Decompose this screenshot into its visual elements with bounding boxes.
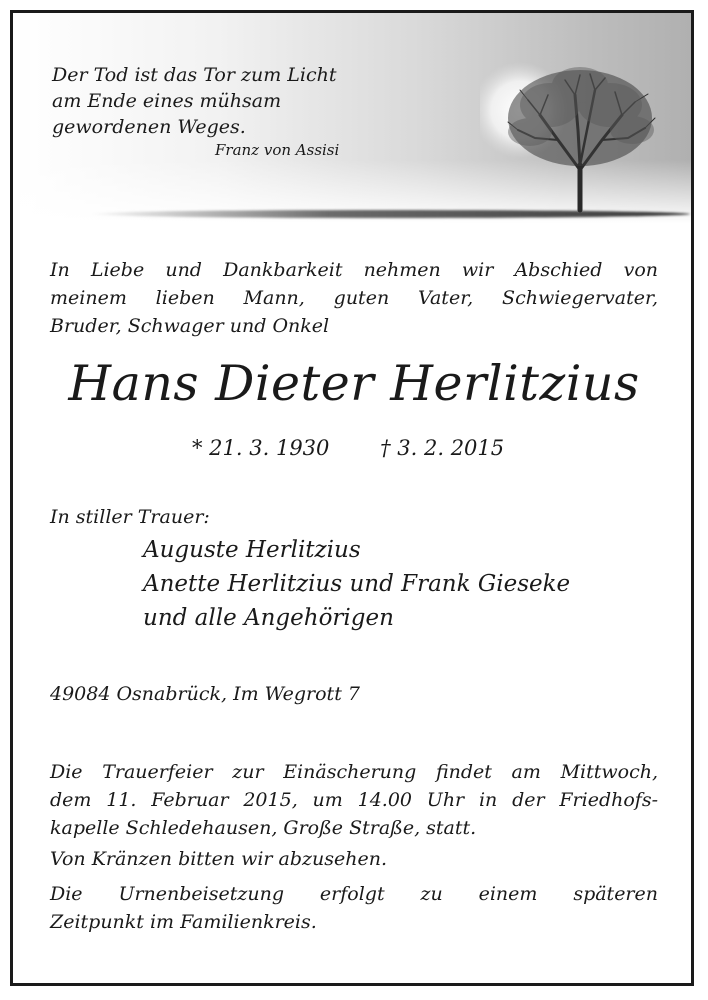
family-address: 49084 Osnabrück, Im Wegrott 7 [50,683,360,705]
quote-line: gewordenen Weges. [52,116,246,138]
ceremony-line: kapelle Schledehausen, Große Straße, statt. [50,817,477,839]
quote-line: am Ende eines mühsam [52,90,282,112]
quote-author: Franz von Assisi [215,141,340,159]
death-date: † 3. 2. 2015 [380,436,505,460]
mourner-name: Auguste Herlitzius [143,537,361,563]
birth-date: * 21. 3. 1930 [192,436,330,460]
quote-text [52,62,337,140]
urn-line: Zeitpunkt im Familienkreis. [50,911,317,933]
tree-sunset-icon [480,60,680,220]
urn-line: Die Urnenbeisetzung erfolgt zu einem späteren [50,883,658,905]
ceremony-line: Die Trauerfeier zur Einäscherung findet am Mittwoch, [50,761,658,783]
intro-line: Bruder, Schwager und Onkel [50,315,330,337]
intro-line: In Liebe und Dankbarkeit nehmen wir Abschied von [50,259,658,281]
wreaths-line: Von Kränzen bitten wir abzusehen. [50,848,388,870]
quote-line: Der Tod ist das Tor zum Licht [52,64,337,86]
mourner-name: und alle Angehörigen [143,605,394,631]
mourners-list [143,533,570,635]
intro-line: meinem lieben Mann, guten Vater, Schwiegervater, [50,287,658,309]
life-dates [192,436,504,460]
ceremony-notice [50,758,658,842]
urn-notice [50,880,658,936]
ceremony-line: dem 11. Februar 2015, um 14.00 Uhr in der Friedhofs- [50,789,658,811]
deceased-name: Hans Dieter Herlitzius [68,355,640,412]
mourning-label: In stiller Trauer: [50,506,210,528]
wreaths-notice [50,845,658,873]
intro-text [50,256,658,340]
mourner-name: Anette Herlitzius und Frank Gieseke [143,571,571,597]
